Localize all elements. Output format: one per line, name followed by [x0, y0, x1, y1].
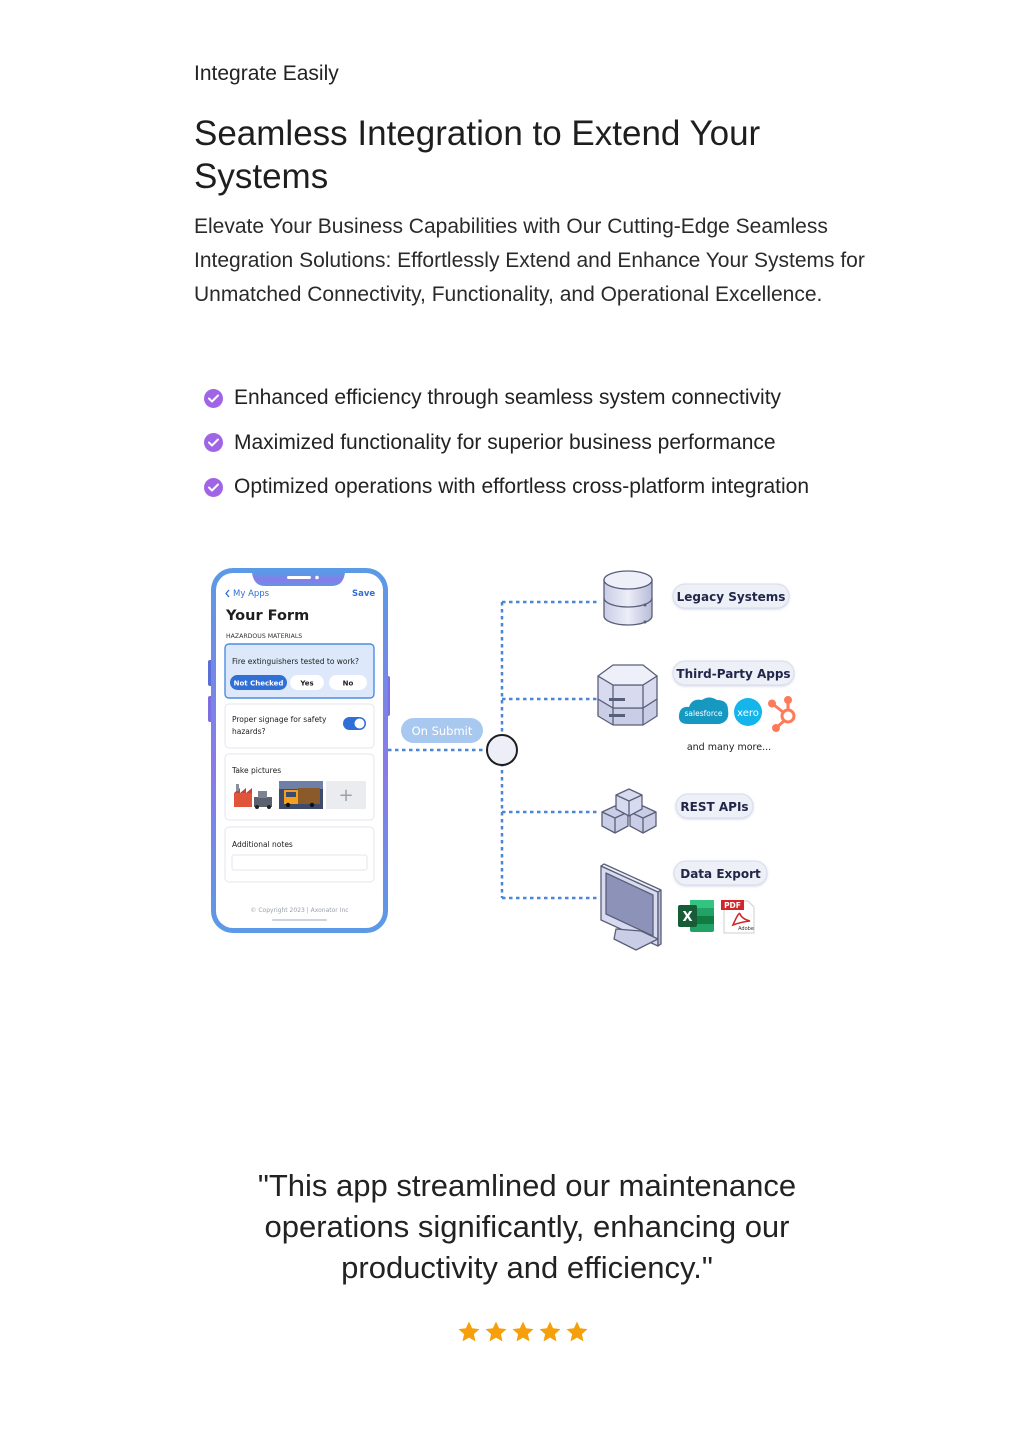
database-icon — [604, 571, 652, 625]
option-label: Not Checked — [233, 679, 284, 688]
notes-label: Additional notes — [232, 840, 293, 849]
legacy-systems-pill — [673, 584, 789, 608]
xero-text: xero — [737, 708, 759, 719]
question-label: Fire extinguishers tested to work? — [232, 657, 359, 666]
testimonial-quote: "This app streamlined our maintenance operations significantly, enhancing our productivity and efficiency." — [257, 1168, 797, 1285]
notes-input[interactable] — [232, 855, 367, 870]
third-party-apps-label: Third-Party Apps — [676, 667, 791, 681]
star-rating — [457, 1320, 589, 1344]
integration-diagram — [200, 560, 820, 960]
phone-mockup — [208, 568, 390, 933]
check-circle-icon — [204, 389, 223, 408]
save-button[interactable]: Save — [352, 589, 376, 599]
page-description: Elevate Your Business Capabilities with Our Cutting-Edge Seamless Integration Solutions: Effortlessly Extend and Enhance Your Systems for Unmatched Connectivity, Functionality, and Operational Excellence. — [194, 215, 865, 306]
data-export-pill — [674, 861, 767, 885]
on-submit-label: On Submit — [411, 724, 473, 738]
feature-item — [204, 465, 809, 510]
feature-item — [204, 421, 809, 466]
feature-text: Enhanced efficiency through seamless system connectivity — [234, 386, 782, 410]
xero-logo — [734, 698, 762, 726]
on-submit-badge — [401, 718, 483, 743]
star-icon — [457, 1320, 481, 1344]
question2-line1: Proper signage for safety — [232, 715, 327, 724]
back-button[interactable] — [226, 589, 270, 599]
option-no[interactable] — [329, 675, 367, 690]
third-party-apps-pill — [673, 661, 794, 685]
rest-apis-label: REST APIs — [680, 800, 749, 814]
star-icon — [511, 1320, 535, 1344]
feature-text: Optimized operations with effortless cross-platform integration — [234, 475, 810, 499]
star-icon — [484, 1320, 508, 1344]
add-symbol: + — [338, 785, 354, 806]
monitor-icon — [601, 864, 661, 950]
check-circle-icon — [204, 433, 223, 452]
back-label: My Apps — [233, 589, 270, 599]
copyright-text: © Copyright 2023 | Axonator Inc — [250, 907, 349, 914]
option-not-checked[interactable] — [230, 675, 287, 690]
home-indicator — [272, 919, 327, 921]
eyebrow: Integrate Easily — [194, 62, 339, 85]
feature-item — [204, 376, 809, 421]
star-icon — [565, 1320, 589, 1344]
excel-icon — [678, 900, 714, 932]
rest-apis-pill — [676, 794, 753, 818]
server-icon — [598, 665, 657, 725]
add-picture-button[interactable] — [326, 781, 366, 809]
question2-line2: hazards? — [232, 727, 266, 736]
option-label: Yes — [300, 679, 314, 688]
salesforce-logo — [679, 698, 728, 725]
feature-text: Maximized functionality for superior business performance — [234, 430, 776, 454]
hexagons-icon — [602, 789, 656, 833]
check-circle-icon — [204, 478, 223, 497]
more-integrations-label: and many more... — [686, 742, 772, 753]
excel-letter: X — [682, 910, 693, 925]
salesforce-text: salesforce — [684, 709, 723, 718]
truck-thumbnail[interactable] — [279, 781, 323, 809]
form-title: Your Form — [226, 608, 310, 624]
star-icon — [538, 1320, 562, 1344]
section-label: HAZARDOUS MATERIALS — [226, 633, 303, 640]
trigger-node — [487, 735, 517, 765]
data-export-label: Data Export — [680, 867, 761, 881]
hubspot-icon — [770, 698, 795, 731]
feature-list — [204, 376, 809, 510]
pdf-brand: Adobe — [738, 926, 754, 932]
pdf-icon — [721, 900, 754, 933]
factory-thumbnail[interactable] — [231, 781, 276, 809]
signage-toggle[interactable] — [343, 717, 366, 730]
legacy-systems-label: Legacy Systems — [676, 590, 786, 604]
page-title: Seamless Integration to Extend Your Systems — [194, 114, 761, 196]
option-label: No — [342, 679, 354, 688]
pdf-label: PDF — [724, 901, 741, 910]
pictures-label: Take pictures — [232, 766, 282, 775]
option-yes[interactable] — [290, 675, 324, 690]
